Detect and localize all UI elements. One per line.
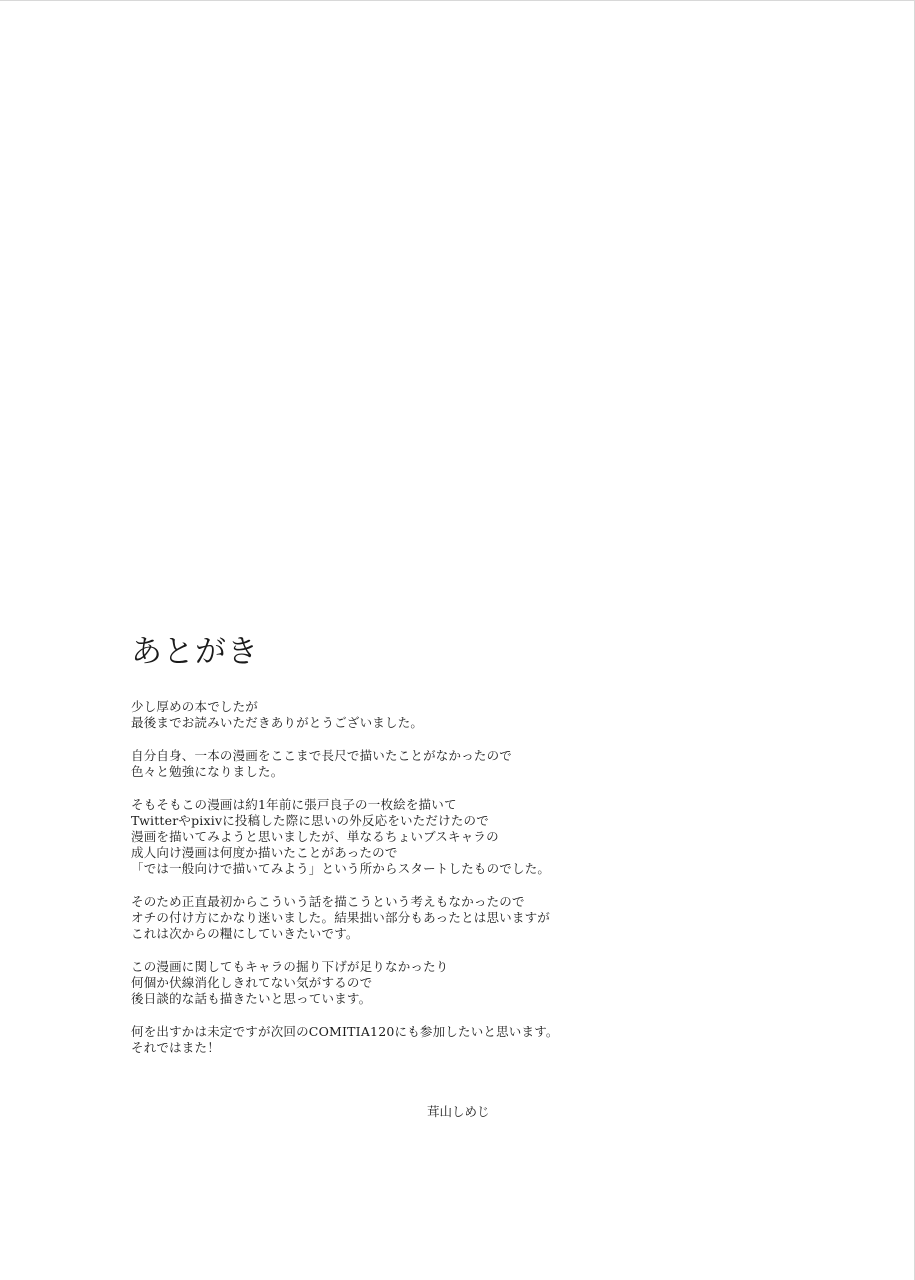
text-line: 漫画を描いてみようと思いましたが、単なるちょいブスキャラの bbox=[131, 829, 499, 844]
text-line: この漫画に関してもキャラの掘り下げが足りなかったり bbox=[131, 959, 449, 974]
text-line: 「では一般向けで描いてみよう」という所からスタートしたものでした。 bbox=[131, 861, 551, 876]
text-line: そもそもこの漫画は約1年前に張戸良子の一枚絵を描いて bbox=[131, 797, 457, 812]
paragraph-ending bbox=[131, 894, 691, 942]
text-line: 成人向け漫画は何度か描いたことがあったので bbox=[131, 845, 398, 860]
text-line: 何を出すかは未定ですが次回のCOMITIA120にも参加したいと思います。 bbox=[131, 1024, 559, 1039]
text-line: 色々と勉強になりました。 bbox=[131, 764, 284, 779]
author-signature: 茸山しめじ bbox=[427, 1104, 490, 1119]
text-line: 自分自身、一本の漫画をここまで長尺で描いたことがなかったので bbox=[131, 748, 513, 763]
text-line: Twitterやpixivに投稿した際に思いの外反応をいただけたので bbox=[131, 813, 489, 828]
paragraph-thanks bbox=[131, 699, 691, 731]
text-line: 少し厚めの本でしたが bbox=[131, 699, 259, 714]
text-line: それではまた！ bbox=[131, 1040, 220, 1055]
text-line: 後日談的な話も描きたいと思っています。 bbox=[131, 991, 372, 1006]
paragraph-sequel bbox=[131, 959, 691, 1007]
text-line: オチの付け方にかなり迷いました。結果拙い部分もあったとは思いますが bbox=[131, 910, 550, 925]
paragraph-closing bbox=[131, 1024, 691, 1056]
paragraph-learning bbox=[131, 748, 691, 780]
text-line: そのため正直最初からこういう話を描こうという考えもなかったので bbox=[131, 894, 525, 909]
paragraph-origin bbox=[131, 797, 691, 877]
text-line: 最後までお読みいただきありがとうございました。 bbox=[131, 715, 424, 730]
text-line: これは次からの糧にしていきたいです。 bbox=[131, 926, 359, 941]
text-line: 何個か伏線消化しきれてない気がするので bbox=[131, 975, 373, 990]
page-title: あとがき bbox=[131, 634, 259, 670]
afterword-body bbox=[131, 699, 691, 1073]
